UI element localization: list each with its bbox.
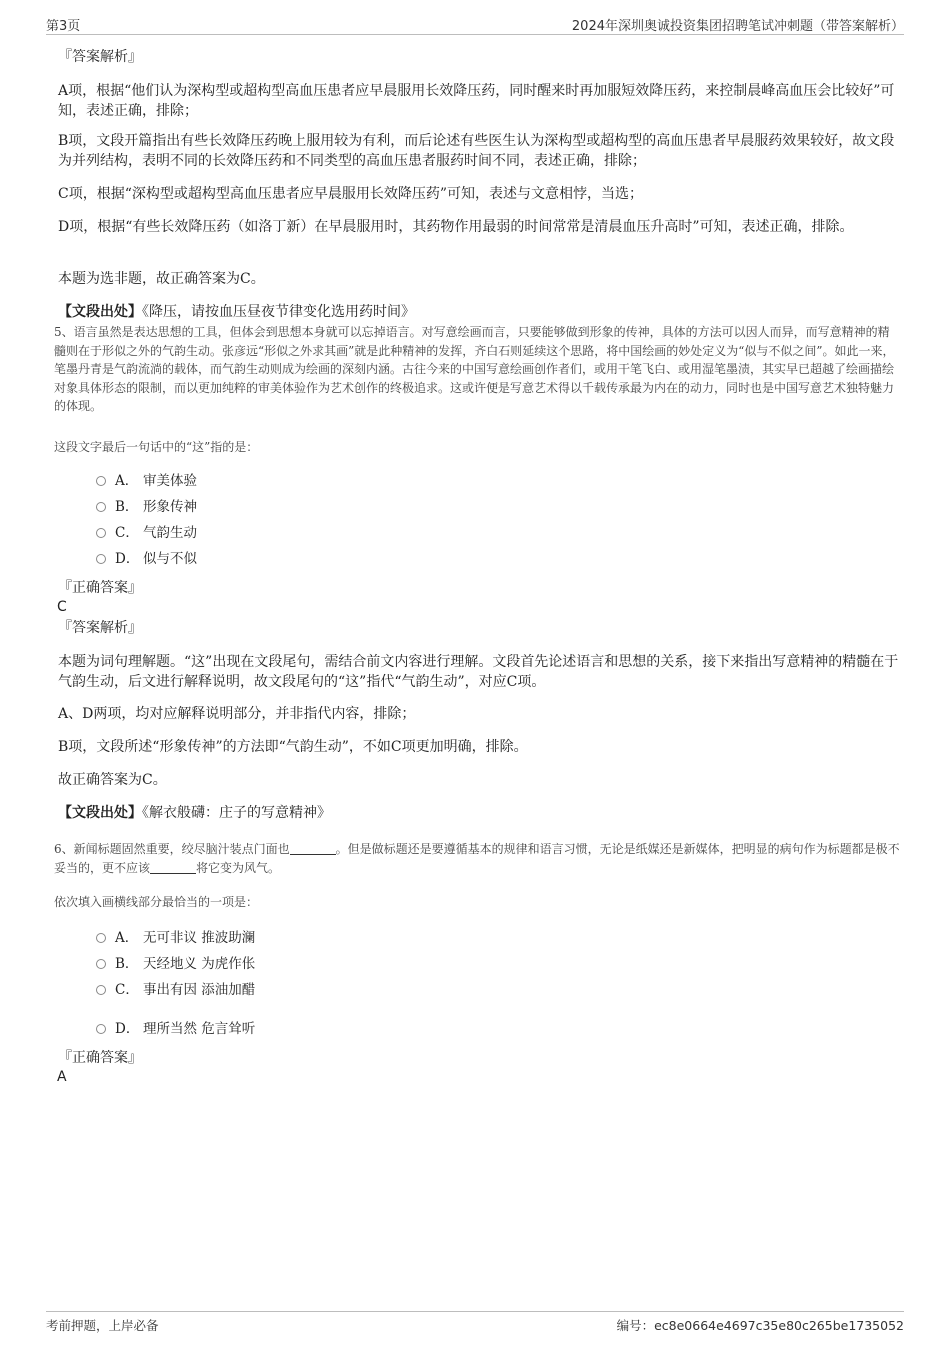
q6-option-b[interactable]: B． 天经地义 为虎作伥 [96,955,255,973]
q6-option-a[interactable]: A． 无可非议 推波助澜 [96,929,255,947]
radio-button-icon[interactable] [96,476,106,486]
q4-analysis-a: A项，根据“他们认为深构型或超构型高血压患者应早晨服用长效降压药，同时醒来时再加服短效降压药，来控制晨峰高血压会比较好”可知，表述正确，排除； [58,83,895,119]
source-label: 【文段出处】 [58,805,142,821]
q5-option-b[interactable]: B． 形象传神 [96,498,197,516]
radio-button-icon[interactable] [96,1024,106,1034]
radio-button-icon[interactable] [96,528,106,538]
code-label: 编号： [616,1318,655,1333]
page-header [46,12,904,35]
q5-source [58,803,900,823]
q6-prompt: 依次填入画横线部分最恰当的一项是： [54,895,259,909]
q5-prompt: 这段文字最后一句话中的“这”指的是： [54,440,259,454]
q4-conclusion: 本题为选非题，故正确答案为C。 [58,271,265,287]
q5-question-text: 5、语言虽然是表达思想的工具，但体会到思想本身就可以忘掉语言。对写意绘画而言，只要能够做到形象的传神，具体的方法可以因人而异，而写意精神的精髓则在于形似之外的气韵生动。张彦远“形似之外求其画”就是此种精神的发挥，齐白石则延续这个思路，将中国绘画的妙处定义为“似与不似之间”。如此一来，笔墨丹青是气韵流淌的载体，而气韵生动则成为绘画的深刻内涵。古往今来的中国写意绘画创作者们，或用干笔飞白、或用湿笔墨渍，其实早已超越了绘画描绘对象具体形态的限制，而以更加纯粹的审美体验作为艺术创作的终极追求。这或许便是写意艺术得以千载传承最为内在的动力，同时也是中国写意艺术独特魅力的体现。 [54,325,895,413]
footer-slogan: 考前押题，上岸必备 [46,1318,159,1333]
q5-correct-answer: C [57,599,67,615]
q5-source-title: 《解衣般礴：庄子的写意精神》 [142,805,331,821]
radio-button-icon[interactable] [96,985,106,995]
q4-analysis-b: B项，文段开篇指出有些长效降压药晚上服用较为有利，而后论述有些医生认为深构型或超构型的高血压患者早晨服药效果较好，故文段为并列结构，表明不同的长效降压药和不同类型的高血压患者服药时间不同，表述正确，排除； [58,133,895,169]
code-value: ec8e0664e4697c35e80c265be1735052 [654,1318,904,1333]
q4-source-title: 《降压，请按血压昼夜节律变化选用药时间》 [142,304,415,320]
q6-option-c[interactable]: C． 事出有因 添油加醋 [96,981,255,999]
page-number: 第3页 [46,19,81,34]
q4-analysis-title: 『答案解析』 [58,49,142,65]
source-label: 【文段出处】 [58,304,142,320]
q6-question-text: 6、新闻标题固然重要，绞尽脑汁装点门面也 。但是做标题还是要遵循基本的规律和语言习惯，无论是纸媒还是新媒体，把明显的病句作为标题都是极不妥当的，更不应该 将它变为风气。 [54,842,900,875]
q5-analysis-paragraph: B项，文段所述“形象传神”的方法即“气韵生动”，不如C项更加明确，排除。 [58,739,528,755]
document-code [617,1316,904,1334]
radio-button-icon[interactable] [96,502,106,512]
q6-correct-answer: A [57,1069,67,1085]
fill-blank-line [150,861,196,874]
q4-analysis-d: D项，根据“有些长效降压药（如洛丁新）在早晨服用时，其药物作用最弱的时间常常是清晨血压升高时”可知，表述正确，排除。 [58,219,854,235]
fill-blank-line [290,842,336,855]
q4-source [58,302,900,322]
radio-button-icon[interactable] [96,959,106,969]
q5-analysis-paragraph: 本题为词句理解题。“这”出现在文段尾句，需结合前文内容进行理解。文段首先论述语言和思想的关系，接下来指出写意精神的精髓在于气韵生动，后文进行解释说明，故文段尾句的“这”指代“气韵生动”，对应C项。 [58,654,899,690]
q4-analysis-c: C项，根据“深构型或超构型高血压患者应早晨服用长效降压药”可知，表述与文意相悖，当选； [58,186,644,202]
q5-option-c[interactable]: C． 气韵生动 [96,524,197,542]
q5-correct-answer-title: 『正确答案』 [58,580,142,596]
q5-option-d[interactable]: D． 似与不似 [96,550,197,568]
document-title: 2024年深圳奥诚投资集团招聘笔试冲刺题（带答案解析） [571,19,904,34]
q5-analysis-paragraph: A、D两项，均对应解释说明部分，并非指代内容，排除； [58,706,416,722]
q5-analysis-title: 『答案解析』 [58,620,142,636]
q6-option-d[interactable]: D． 理所当然 危言耸听 [96,1020,255,1038]
q5-option-a[interactable]: A． 审美体验 [96,472,197,490]
q5-conclusion: 故正确答案为C。 [58,772,167,788]
radio-button-icon[interactable] [96,933,106,943]
q6-correct-answer-title: 『正确答案』 [58,1050,142,1066]
radio-button-icon[interactable] [96,554,106,564]
page-footer [46,1311,904,1336]
